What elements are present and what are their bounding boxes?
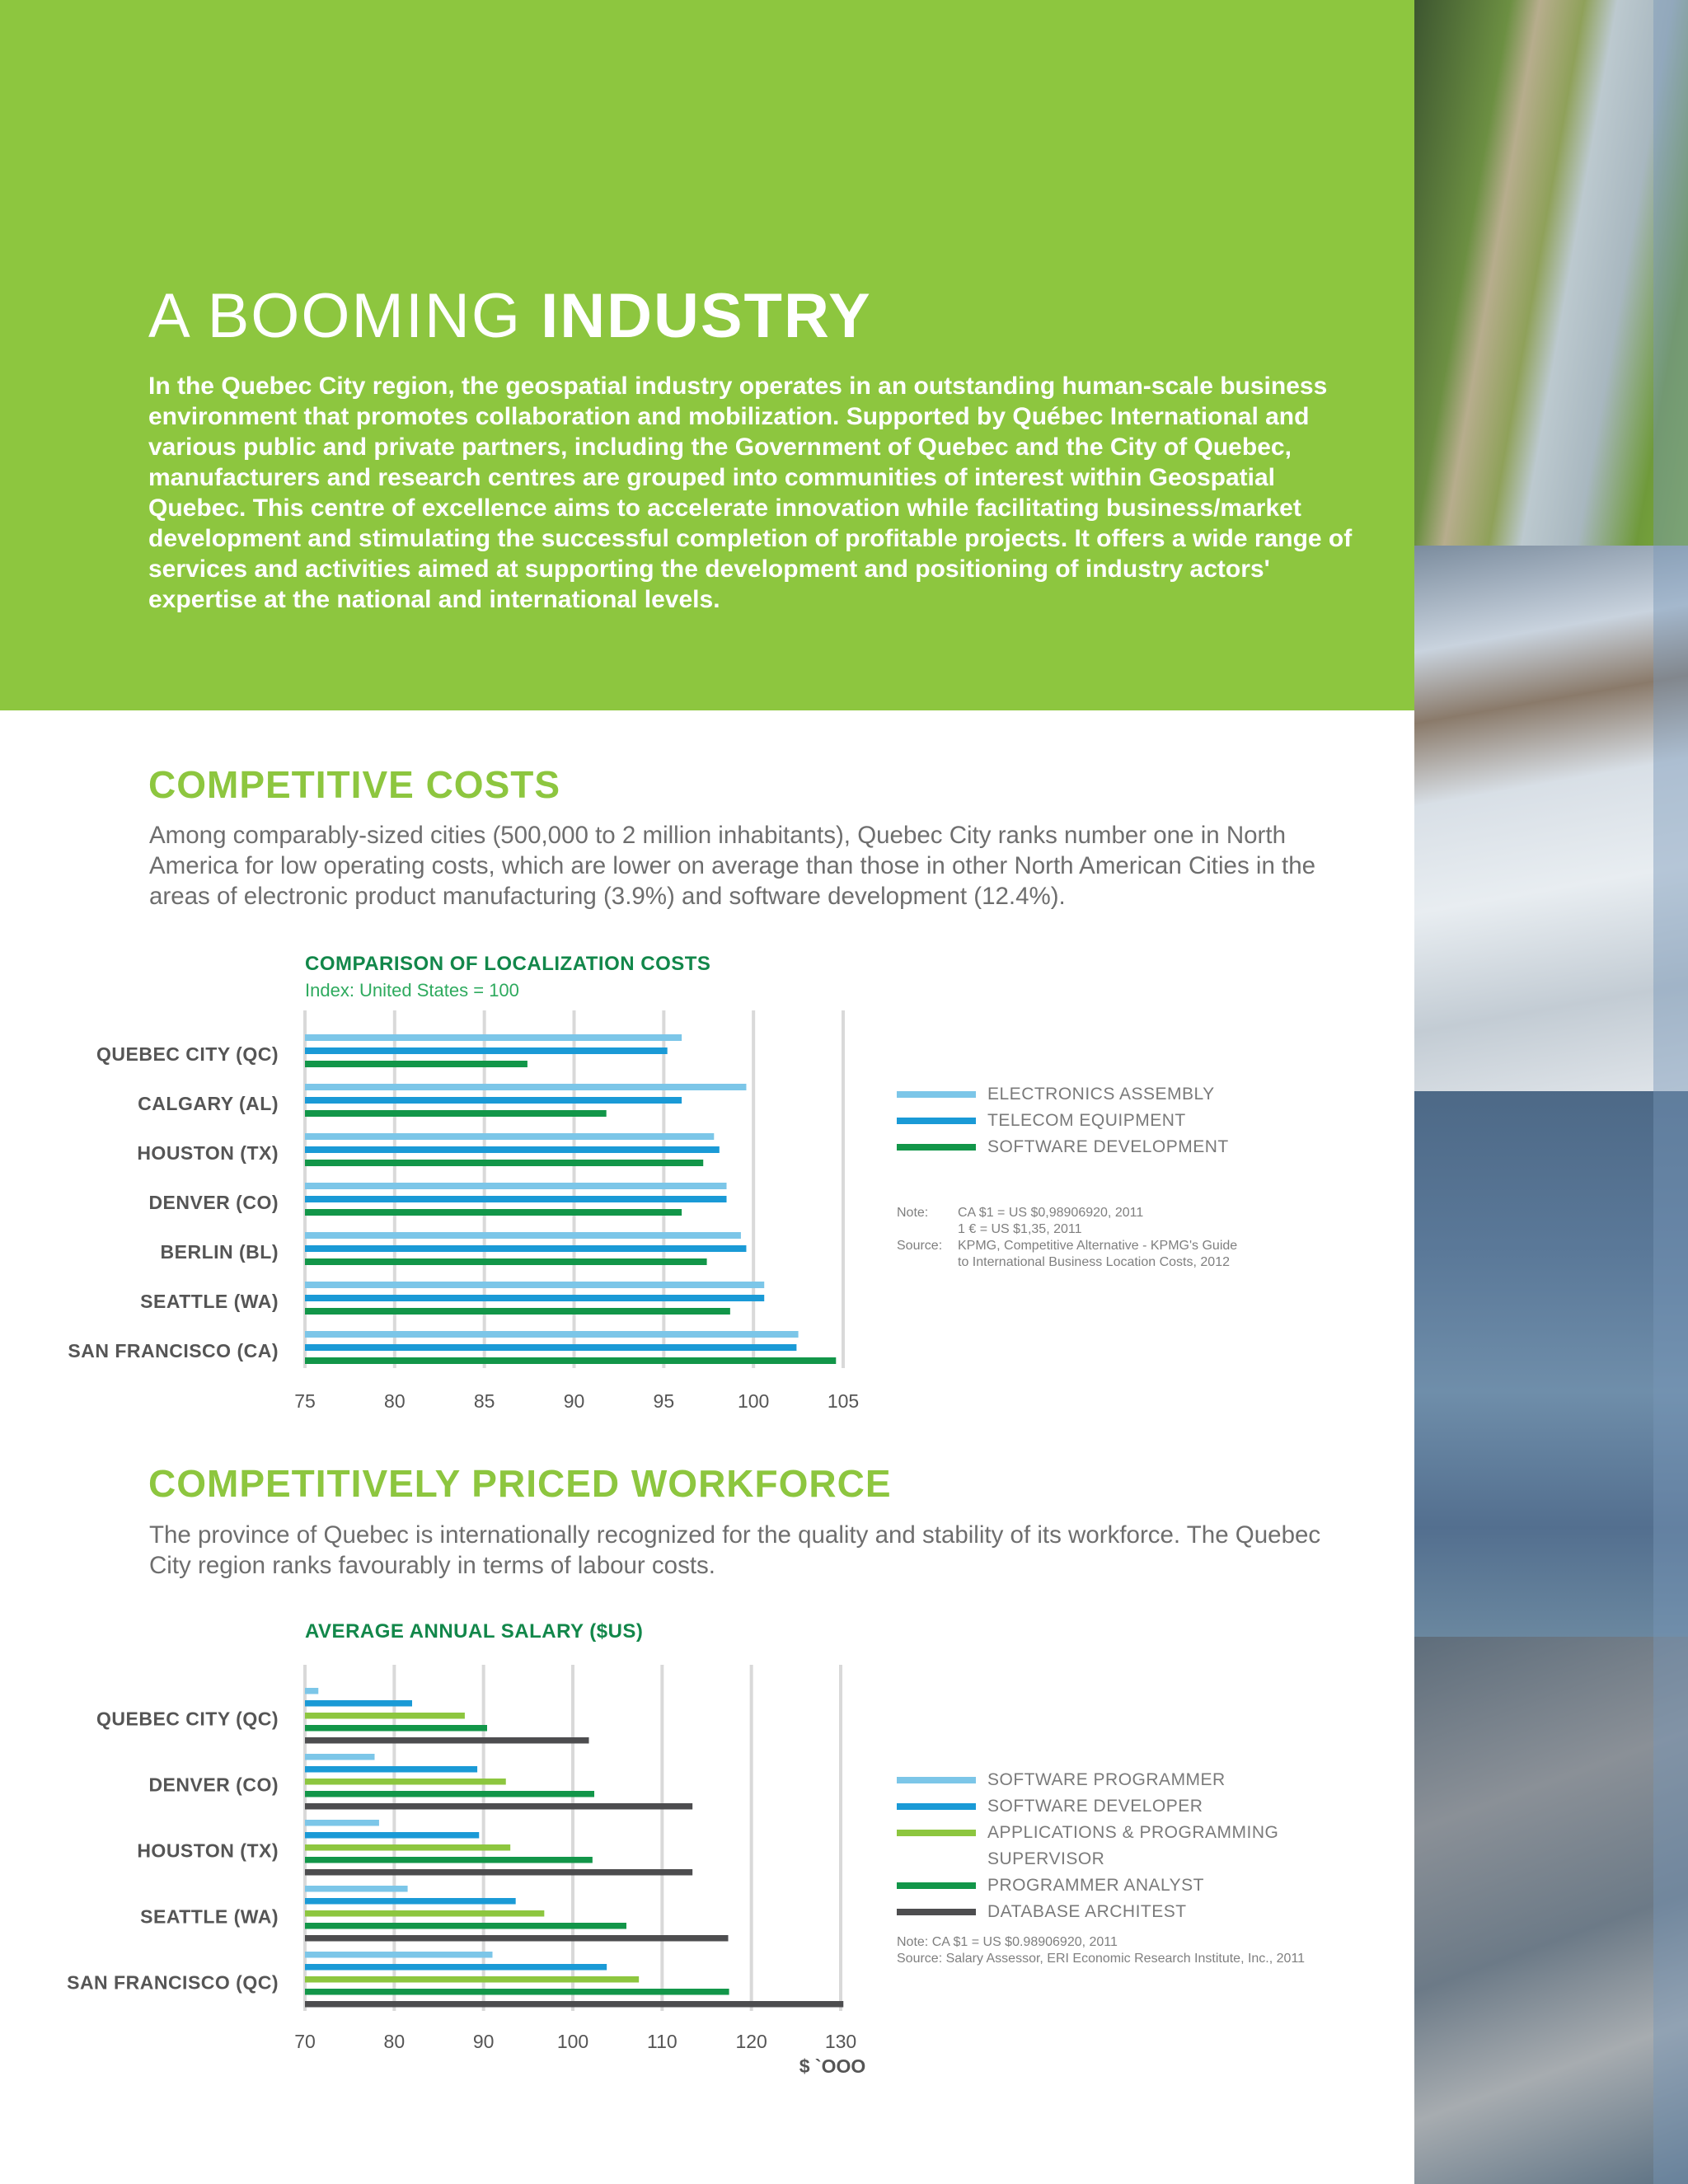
bar-quebec-city-qc-applications-programming-supervisor [305,1713,465,1719]
bar-san-francisco-qc-database-architest [305,2001,843,2008]
satellite-in-orbit-photo [1414,1091,1688,1637]
category-label: CALGARY (AL) [138,1093,279,1114]
legend-label: SOFTWARE PROGRAMMER [987,1770,1226,1789]
bar-houston-tx-database-architest [305,1869,692,1876]
chart1-legend [897,1081,1229,1160]
bar-berlin-bl-software-development [305,1258,707,1265]
x-axis-unit-label: $ `OOO [799,2055,866,2077]
bar-calgary-al-telecom-equipment [305,1097,682,1104]
costs-lead: Among comparably-sized cities (500,000 to 2 million inhabitants), Quebec City ranks number one in North America for low operating costs, which are lower on average than those in other North American Cities in the areas of electronic product manufacturing (3.9%) and software development (12.4%). [149,822,1316,910]
x-tick-label: 75 [294,1390,316,1412]
chart1-title: COMPARISON OF LOCALIZATION COSTS [305,953,711,975]
bar-denver-co-applications-programming-supervisor [305,1779,506,1785]
bar-houston-tx-applications-programming-supervisor [305,1844,510,1851]
note-label: Note: [897,1206,929,1220]
bar-seattle-wa-electronics-assembly [305,1282,764,1288]
legend-item-software-programmer [897,1767,1317,1793]
x-tick-label: 110 [646,2031,678,2052]
bar-houston-tx-electronics-assembly [305,1133,714,1140]
x-tick-label: 70 [294,2031,316,2052]
bar-houston-tx-software-development [305,1160,703,1166]
legend-item-software-developer [897,1793,1317,1820]
note-line-2: 1 € = US $1,35, 2011 [958,1222,1082,1236]
x-tick-label: 130 [824,2031,857,2052]
legend-item-applications-programming-supervisor [897,1820,1317,1872]
hero-banner [0,0,1414,710]
bar-san-francisco-ca-telecom-equipment [305,1344,796,1351]
bar-san-francisco-ca-electronics-assembly [305,1331,799,1338]
note-line-1: CA $1 = US $0,98906920, 2011 [958,1206,1144,1220]
chart2-legend [897,1767,1317,1925]
source-line-1: KPMG, Competitive Alternative - KPMG's Guide [958,1239,1238,1253]
legend-label: DATABASE ARCHITEST [987,1902,1187,1921]
bar-seattle-wa-telecom-equipment [305,1295,764,1301]
bar-houston-tx-programmer-analyst [305,1857,593,1863]
bar-houston-tx-software-programmer [305,1820,379,1826]
bar-san-francisco-qc-software-developer [305,1964,607,1971]
bar-denver-co-software-programmer [305,1754,375,1760]
category-label: QUEBEC CITY (QC) [96,1043,279,1065]
bar-seattle-wa-applications-programming-supervisor [305,1910,544,1917]
x-tick-label: 80 [384,1390,406,1412]
x-tick-label: 80 [383,2031,406,2052]
workforce-lead: The province of Quebec is internationally recognized for the quality and stability of its workforce. The Quebec City region ranks favourably in terms of labour costs. [149,1521,1321,1579]
person-with-phone-photo [1414,546,1688,1091]
bar-quebec-city-qc-programmer-analyst [305,1725,487,1732]
costs-heading: COMPETITIVE COSTS [148,763,561,806]
category-label: HOUSTON (TX) [137,1142,279,1164]
legend-swatch [897,1118,976,1124]
bar-berlin-bl-telecom-equipment [305,1245,746,1252]
legend-swatch [897,1909,976,1915]
bar-denver-co-software-developer [305,1766,477,1773]
x-tick-label: 100 [737,1390,770,1412]
x-tick-label: 90 [472,2031,495,2052]
category-label: BERLIN (BL) [160,1241,279,1263]
bar-seattle-wa-database-architest [305,1935,729,1942]
legend-item-database-architest [897,1899,1317,1925]
bar-san-francisco-ca-software-development [305,1357,836,1364]
legend-item-programmer-analyst [897,1872,1317,1899]
bar-calgary-al-software-development [305,1110,607,1117]
legend-item-software-development [897,1134,1229,1160]
bar-quebec-city-qc-software-development [305,1061,528,1067]
title-bold: INDUSTRY [541,281,872,351]
x-tick-label: 100 [556,2031,589,2052]
chart1-note [897,1205,1143,1221]
bar-denver-co-telecom-equipment [305,1196,727,1202]
bar-berlin-bl-electronics-assembly [305,1232,741,1239]
x-tick-label: 95 [653,1390,675,1412]
chart2-note: Note: CA $1 = US $0.98906920, 2011 [897,1935,1118,1949]
bar-seattle-wa-programmer-analyst [305,1923,626,1929]
chart1-source-2 [897,1254,1230,1271]
category-label: SEATTLE (WA) [140,1291,279,1312]
legend-swatch [897,1803,976,1810]
bar-quebec-city-qc-database-architest [305,1737,589,1744]
category-label: SAN FRANCISCO (CA) [68,1340,279,1361]
legend-swatch [897,1882,976,1889]
legend-swatch [897,1777,976,1783]
bar-houston-tx-software-developer [305,1832,479,1839]
legend-label: SOFTWARE DEVELOPER [987,1797,1203,1816]
category-label: SAN FRANCISCO (QC) [67,1971,279,1994]
source-line-2: to International Business Location Costs, 2012 [958,1255,1230,1269]
legend-label: TELECOM EQUIPMENT [987,1111,1186,1130]
bar-seattle-wa-software-programmer [305,1886,408,1892]
category-label: HOUSTON (TX) [137,1840,279,1862]
chart2-source: Source: Salary Assessor, ERI Economic Research Institute, Inc., 2011 [897,1952,1306,1966]
x-tick-label: 90 [563,1390,585,1412]
title-light: A BOOMING [148,281,542,351]
bar-denver-co-electronics-assembly [305,1183,727,1189]
chart2-title: AVERAGE ANNUAL SALARY ($US) [305,1620,644,1643]
workforce-heading: COMPETITIVELY PRICED WORKFORCE [148,1462,892,1505]
side-photo-strip [1414,0,1688,2184]
bar-denver-co-programmer-analyst [305,1791,594,1797]
legend-label: APPLICATIONS & PROGRAMMING SUPERVISOR [987,1823,1279,1868]
x-tick-label: 120 [735,2031,767,2052]
category-label: DENVER (CO) [148,1192,279,1213]
x-tick-label: 105 [827,1390,860,1412]
bar-san-francisco-qc-software-programmer [305,1952,493,1958]
legend-item-telecom-equipment [897,1108,1229,1134]
hero-paragraph: In the Quebec City region, the geospatial industry operates in an outstanding human-scale business environment that promotes collaboration and mobilization. Supported by Québec International and various public and private partners, including the Government of Quebec and the City of Quebec, manufacturers and research centres are grouped into communities of interest within Geospatial Quebec. This centre of excellence aims to accelerate innovation while facilitating business/market development and stimulating the successful completion of profitable projects. It offers a wide range of services and activities aimed at supporting the development and positioning of industry actors' expertise at the national and international levels. [148,373,1353,613]
chart1-source [897,1238,1237,1254]
aerial-port-photo [1414,1637,1688,2184]
bar-quebec-city-qc-electronics-assembly [305,1034,682,1041]
bar-san-francisco-qc-programmer-analyst [305,1989,729,1995]
category-label: SEATTLE (WA) [140,1905,279,1928]
legend-swatch [897,1091,976,1098]
legend-label: PROGRAMMER ANALYST [987,1876,1204,1895]
bar-seattle-wa-software-developer [305,1898,516,1905]
bar-houston-tx-telecom-equipment [305,1146,720,1153]
legend-label: SOFTWARE DEVELOPMENT [987,1137,1229,1156]
legend-swatch [897,1144,976,1151]
bar-quebec-city-qc-telecom-equipment [305,1047,668,1054]
bar-quebec-city-qc-software-developer [305,1700,412,1707]
bar-denver-co-database-architest [305,1803,692,1810]
localization-costs-chart [0,1007,890,1469]
legend-label: ELECTRONICS ASSEMBLY [987,1085,1215,1104]
aerial-town-photo [1414,0,1688,546]
legend-item-electronics-assembly [897,1081,1229,1108]
category-label: QUEBEC CITY (QC) [96,1708,279,1730]
source-label: Source: [897,1239,943,1253]
bar-san-francisco-qc-applications-programming-supervisor [305,1976,639,1983]
bar-seattle-wa-software-development [305,1308,730,1315]
page-title [148,280,872,352]
bar-quebec-city-qc-software-programmer [305,1688,318,1694]
chart1-subtitle: Index: United States = 100 [305,980,519,1001]
bar-denver-co-software-development [305,1209,682,1216]
side-stripe [1653,0,1688,2184]
chart1-note-2 [897,1221,1081,1238]
bar-calgary-al-electronics-assembly [305,1084,746,1090]
salary-chart [0,1665,890,2110]
x-tick-label: 85 [473,1390,495,1412]
legend-swatch [897,1830,976,1836]
category-label: DENVER (CO) [148,1774,279,1796]
